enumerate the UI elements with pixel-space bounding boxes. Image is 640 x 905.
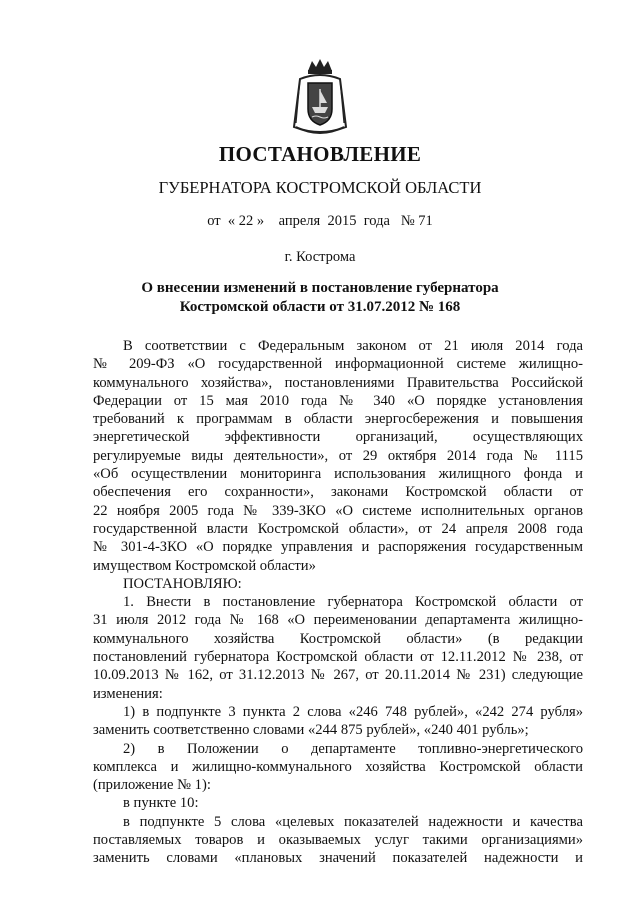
body-text-line: (приложение № 1): [93, 777, 211, 794]
date-year-word: года [363, 213, 390, 229]
body-text-line: имуществом Костромской области» [93, 557, 316, 574]
document-title: ПОСТАНОВЛЕНИЕ [218, 142, 422, 166]
body-text-line: № 301-4-ЗКО «О порядке управления и распоряжения государственным [93, 539, 583, 556]
body-text-line: коммунального хозяйства Костромской области» (в редакции [93, 630, 583, 647]
issuer-line: ГУБЕРНАТОРА КОСТРОМСКОЙ ОБЛАСТИ [158, 178, 482, 197]
date-month: апреля [278, 213, 321, 229]
body-text-line: изменения: [93, 685, 163, 702]
body-text-line: государственной власти Костромской области», от 24 апреля 2008 года [93, 520, 583, 537]
body-text-line: коммунального хозяйства», постановлениями Правительства Российской [93, 374, 583, 391]
body-text-line: «Об осуществлении мониторинга использования жилищного фонда и [93, 466, 583, 483]
document-subject [0, 279, 640, 317]
body-text-line: энергетической эффективности организаций, осуществляющих [93, 429, 583, 446]
body-text-line: обеспечения его сохранности», законами Костромской области от [93, 484, 583, 501]
date-day: « 22 » [227, 213, 265, 229]
coat-of-arms-icon [286, 57, 354, 139]
body-text-line: 10.09.2013 № 162, от 31.12.2013 № 267, от 20.11.2014 № 231) следующие [93, 667, 583, 684]
body-text-line: № 209-ФЗ «О государственной информационной системе жилищно- [93, 356, 583, 373]
body-text-line: 22 ноября 2005 года № 339-ЗКО «О системе исполнительных органов [93, 502, 583, 519]
body-text-line: постановлений губернатора Костромской области от 12.11.2012 № 238, от [93, 649, 583, 666]
body-text-line: поставляемых товаров и оказываемых услуг такими организациями» [93, 832, 583, 849]
date-year: 2015 [327, 213, 357, 229]
body-text-line: в подпункте 5 слова «целевых показателей надежности и качества [123, 813, 583, 830]
body-text-line: Федерации от 15 мая 2010 года № 340 «О порядке установления [93, 392, 583, 409]
body-text-line: в пункте 10: [123, 795, 199, 812]
city-line: г. Кострома [284, 249, 356, 265]
body-text-line: регулируемые виды деятельности», от 29 октября 2014 года № 1115 [93, 447, 583, 464]
body-text-line: заменить соответственно словами «244 875 рублей», «240 401 рубль»; [93, 722, 529, 739]
body-text-line: 31 июля 2012 года № 168 «О переименовании департамента жилищно- [93, 612, 583, 629]
body-text-line: комплекса и жилищно-коммунального хозяйства Костромской области [93, 758, 583, 775]
body-text-line: требований к программам в области энергосбережения и повышения [93, 411, 583, 428]
subject-line: О внесении изменений в постановление губернатора [141, 280, 499, 296]
document-number: № 71 [400, 213, 433, 229]
subject-line: Костромской области от 31.07.2012 № 168 [179, 299, 461, 315]
body-text-line: ПОСТАНОВЛЯЮ: [123, 575, 242, 592]
body-text-line: 1. Внести в постановление губернатора Костромской области от [123, 594, 583, 611]
date-prefix: от [207, 213, 221, 229]
body-text-line: 2) в Положении о департаменте топливно-энергетического [123, 740, 583, 757]
body-text-line: заменить словами «плановых значений показателей надежности и [93, 850, 583, 867]
document-body [93, 337, 583, 868]
body-text-line: 1) в подпункте 3 пункта 2 слова «246 748 рублей», «242 274 рубля» [123, 703, 583, 720]
date-line [0, 213, 640, 230]
body-text-line: В соответствии с Федеральным законом от 21 июля 2014 года [123, 338, 583, 354]
